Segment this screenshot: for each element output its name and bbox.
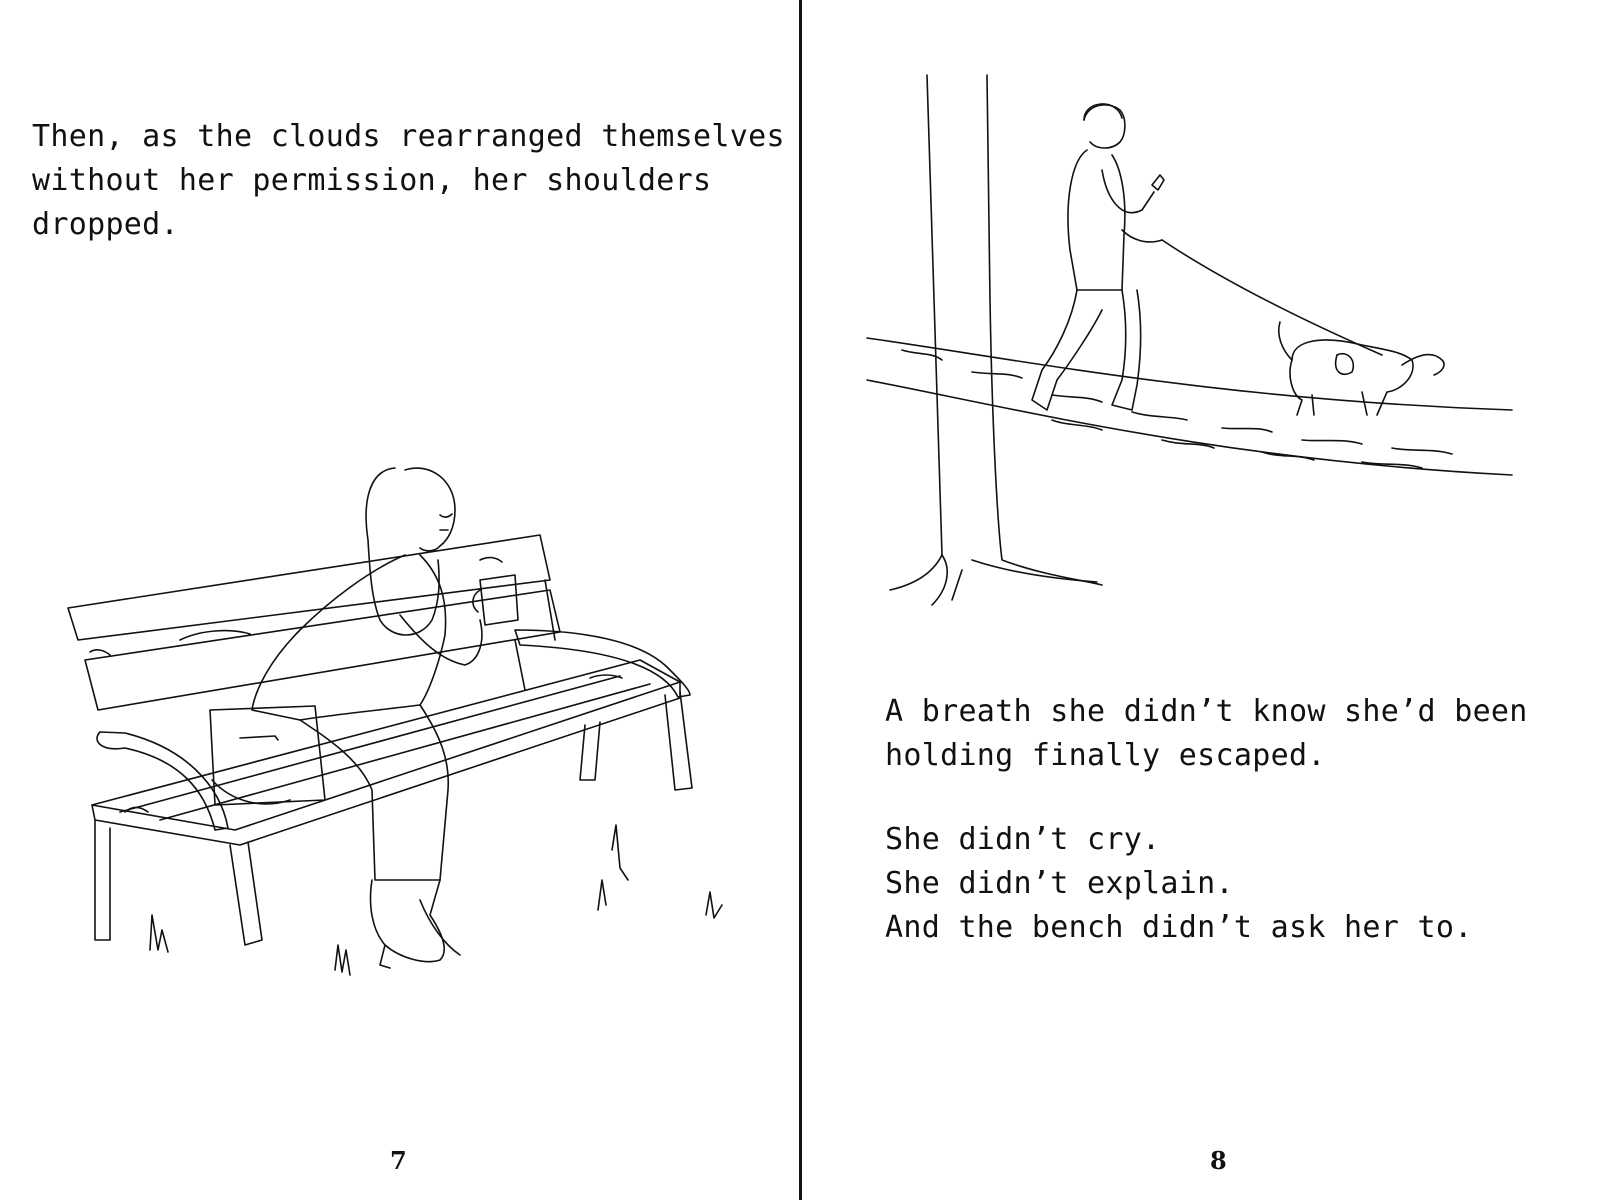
page-number-right: 8 [1210, 1146, 1227, 1175]
man-arms [1102, 170, 1162, 242]
man-torso [1068, 150, 1125, 290]
dog-leash [1162, 240, 1382, 355]
right-page-paragraph-1: A breath she didn’t know she’d been holding finally escaped. [885, 694, 1528, 773]
page-number-left: 7 [390, 1146, 407, 1175]
right-page-paragraph-2: She didn’t cry. She didn’t explain. And the bench didn’t ask her to. [885, 822, 1473, 945]
man-phone [1152, 175, 1164, 190]
dog-body [1292, 340, 1444, 415]
bench-back-top-slat [68, 535, 550, 640]
man-walking-dog-illustration [802, 0, 1600, 1200]
bench-leg-front-right [230, 842, 262, 945]
grass-tufts [150, 915, 168, 952]
bench-leg-back-right [665, 692, 692, 790]
bench-armrest-left [97, 732, 228, 830]
bench-leg-front-left [95, 820, 110, 940]
tree-trunk [890, 75, 942, 590]
bench-back-middle-slat [85, 590, 560, 710]
man-beanie [1084, 104, 1122, 120]
woman-face [405, 468, 455, 551]
right-page [802, 0, 1600, 1200]
left-page-text: Then, as the clouds rearranged themselves without her permission, her shoulders dropped. [32, 119, 785, 242]
woman-torso [252, 555, 420, 720]
woman-legs [300, 705, 448, 880]
bench-seat [92, 660, 680, 830]
man-legs [1032, 290, 1141, 410]
